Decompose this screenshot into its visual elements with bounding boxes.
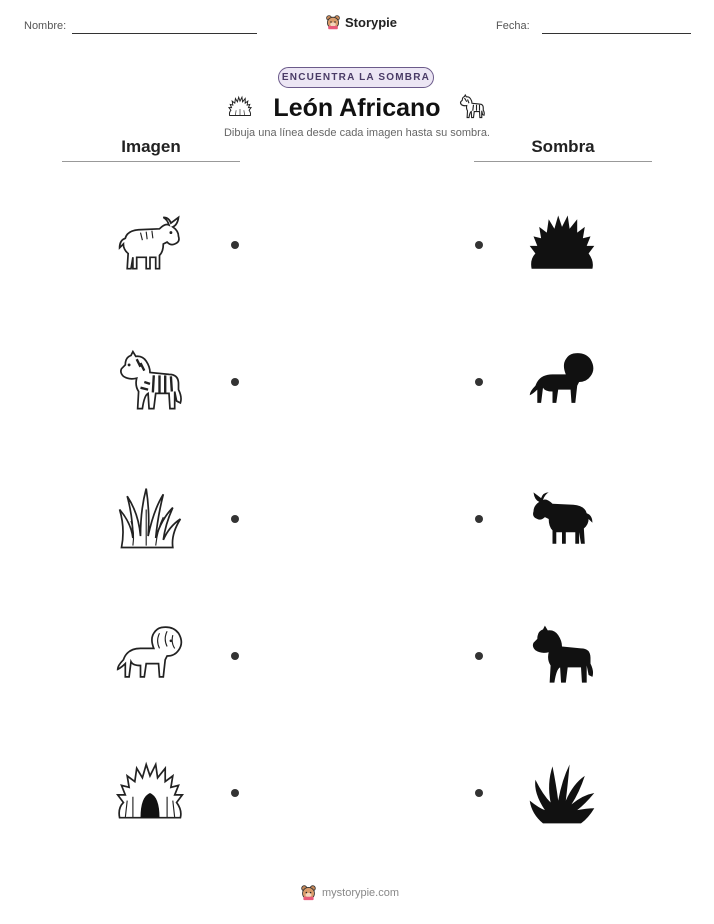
left-dot-1[interactable] [231,241,239,249]
column-header-imagen: Imagen [121,137,181,156]
grass-den-image[interactable] [112,755,188,831]
right-dot-3[interactable] [475,515,483,523]
brand-name: Storypie [345,14,398,30]
brand-logo [325,14,397,30]
grass-image[interactable] [112,481,188,557]
bear-mascot-icon [300,884,317,901]
wildebeest-shadow[interactable] [524,481,600,557]
name-input-line[interactable] [72,33,257,34]
date-label: Fecha: [496,20,530,32]
left-dot-2[interactable] [231,378,239,386]
right-dot-4[interactable] [475,652,483,660]
date-input-line[interactable] [542,33,691,34]
name-label: Nombre: [24,20,67,32]
instructions: Dibuja una línea desde cada imagen hasta su sombra. [223,127,490,139]
page-title: León Africano [273,93,441,122]
column-header-sombra: Sombra [531,137,595,156]
wildebeest-image[interactable] [112,206,188,282]
lion-image[interactable] [112,618,188,694]
column-underline-left [62,161,240,162]
footer-url[interactable]: mystorypie.com [322,886,400,899]
lion-shadow[interactable] [524,344,600,420]
zebra-shadow[interactable] [524,618,600,694]
column-underline-right [474,161,652,162]
left-dot-3[interactable] [231,515,239,523]
grass-tuft-shadow[interactable] [524,755,600,831]
zebra-image[interactable] [112,344,188,420]
footer [300,884,414,901]
zebra-icon [456,92,488,122]
left-dot-4[interactable] [231,652,239,660]
activity-badge: ENCUENTRA LA SOMBRA [278,67,434,88]
right-dot-1[interactable] [475,241,483,249]
left-dot-5[interactable] [231,789,239,797]
grass-shadow[interactable] [524,206,600,282]
bear-mascot-icon [325,14,341,30]
right-dot-2[interactable] [475,378,483,386]
right-dot-5[interactable] [475,789,483,797]
